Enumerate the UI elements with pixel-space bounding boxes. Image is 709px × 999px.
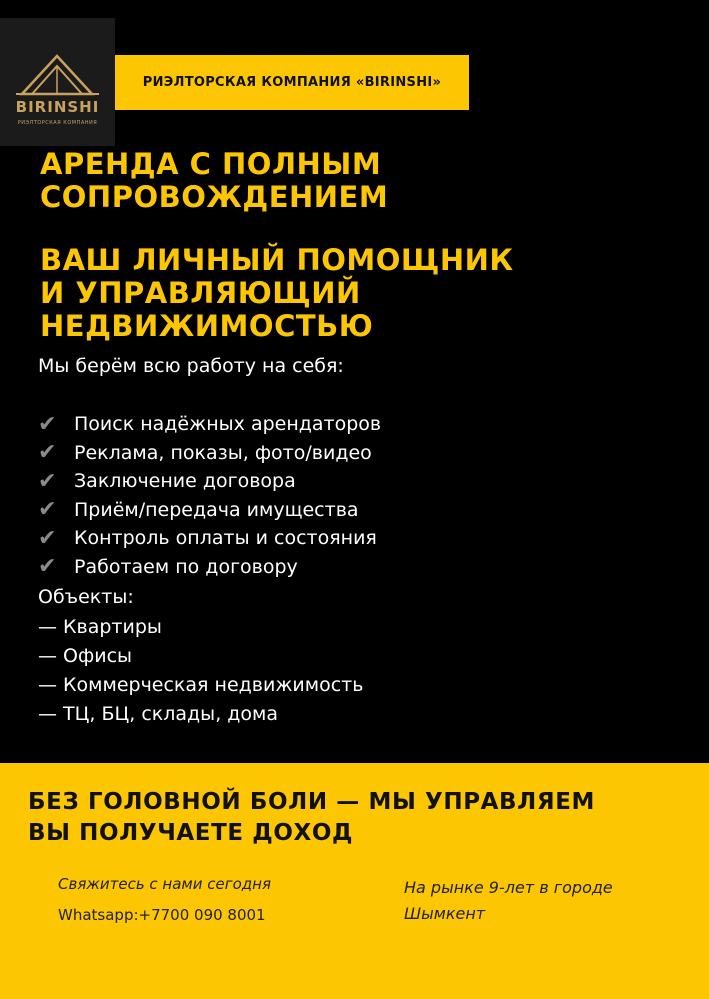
logo-name: BIRINSHI: [15, 98, 100, 116]
company-banner: [115, 55, 469, 110]
market-line: Шымкент: [404, 904, 486, 923]
objects-list: [38, 612, 363, 728]
roof-logo-icon: [14, 50, 101, 96]
list-item: — ТЦ, БЦ, склады, дома: [38, 702, 279, 725]
service-label: Приём/передача имущества: [74, 498, 359, 521]
headline-rent: [40, 148, 388, 214]
service-label: Реклама, показы, фото/видео: [74, 441, 372, 464]
market-line: На рынке 9-лет в городе: [404, 878, 613, 897]
objects-title: Объекты:: [38, 586, 134, 608]
service-label: Работаем по договору: [74, 555, 298, 578]
checkmark-icon: ✔: [38, 497, 57, 523]
checkmark-icon: ✔: [38, 525, 57, 551]
list-item: — Офисы: [38, 644, 133, 667]
market-experience: [404, 875, 664, 927]
list-item: [38, 467, 381, 496]
list-item: [38, 496, 381, 525]
list-item: [38, 439, 381, 468]
headline-line: АРЕНДА С ПОЛНЫМ: [40, 147, 382, 181]
list-item: — Коммерческая недвижимость: [38, 673, 364, 696]
headline-assistant: [40, 244, 514, 343]
service-label: Заключение договора: [74, 470, 296, 493]
headline-line: И УПРАВЛЯЮЩИЙ: [40, 276, 361, 310]
checkmark-icon: ✔: [38, 440, 57, 466]
services-list: [38, 410, 381, 581]
list-item: — Квартиры: [38, 615, 162, 638]
slogan-line: БЕЗ ГОЛОВНОЙ БОЛИ — МЫ УПРАВЛЯЕМ: [28, 789, 595, 815]
intro-text: Мы берём всю работу на себя:: [38, 355, 344, 377]
whatsapp-number[interactable]: Whatsapp:+7700 090 8001: [58, 906, 266, 924]
service-label: Контроль оплаты и состояния: [74, 527, 377, 550]
list-item: [38, 524, 381, 553]
headline-line: СОПРОВОЖДЕНИЕМ: [40, 180, 389, 214]
list-item: [38, 410, 381, 439]
checkmark-icon: ✔: [38, 554, 57, 580]
list-item: [38, 553, 381, 582]
service-label: Поиск надёжных арендаторов: [74, 413, 382, 436]
headline-line: ВАШ ЛИЧНЫЙ ПОМОЩНИК: [40, 243, 514, 277]
company-name: РИЭЛТОРСКАЯ КОМПАНИЯ «BIRINSHI»: [142, 75, 442, 90]
contact-cta: Свяжитесь с нами сегодня: [58, 875, 272, 893]
headline-line: НЕДВИЖИМОСТЬЮ: [40, 309, 374, 343]
slogan-line: ВЫ ПОЛУЧАЕТЕ ДОХОД: [28, 820, 354, 846]
slogan: [28, 787, 595, 849]
checkmark-icon: ✔: [38, 411, 57, 437]
logo-subtitle: РИЭЛТОРСКАЯ КОМПАНИЯ: [17, 120, 98, 126]
logo: [0, 18, 115, 146]
yellow-section: [0, 763, 709, 999]
checkmark-icon: ✔: [38, 468, 57, 494]
